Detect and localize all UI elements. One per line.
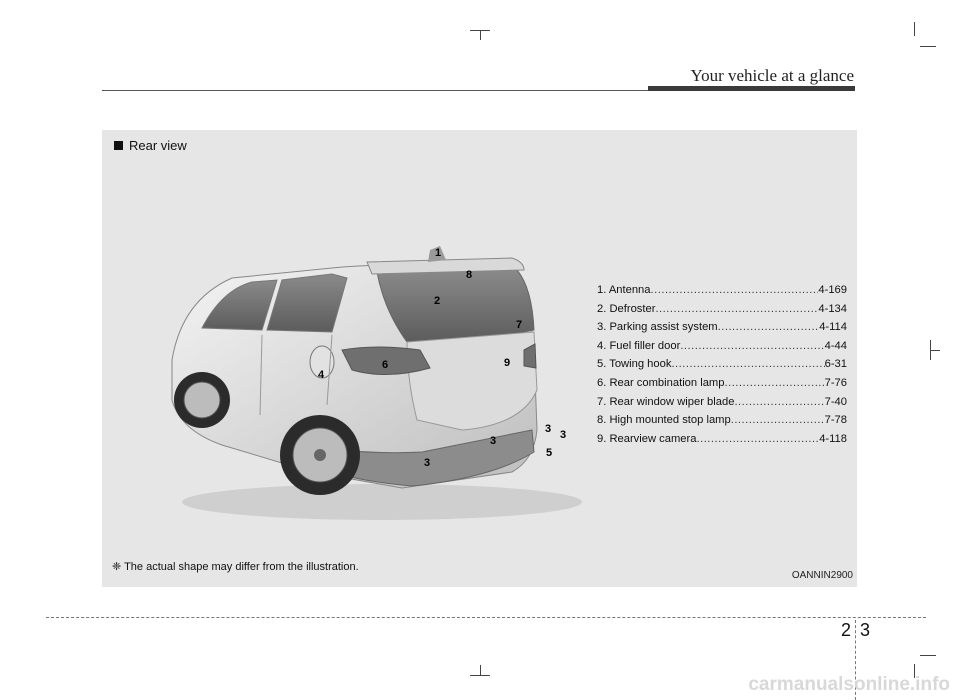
legend-item: 9. Rearview camera ..... 4-118 [597,433,847,452]
callout-2: 2 [434,295,441,307]
page-header-title: Your vehicle at a glance [690,66,854,85]
callout-7: 7 [516,319,523,331]
rear-view-car-illustration [162,240,582,540]
legend-item: 4. Fuel filler door ..... 4-44 [597,340,847,359]
crop-mark-bottom-center-h [470,675,490,676]
callout-1: 1 [435,247,442,259]
legend-item: 7. Rear window wiper blade ..... 7-40 [597,396,847,415]
crop-mark-right-middle-h [930,350,940,351]
crop-mark-top-center-v [480,30,481,40]
chapter-number: 2 [841,620,852,640]
crop-mark-bottom-right-h [920,655,936,656]
callout-4: 4 [318,369,325,381]
callout-3c: 3 [560,429,567,441]
callout-8: 8 [466,269,473,281]
illustration-disclaimer: ❈ The actual shape may differ from the illustration. [112,561,359,573]
crop-mark-top-right-v [914,22,915,36]
legend-item: 6. Rear combination lamp ..... 7-76 [597,377,847,396]
parts-legend [597,284,847,451]
callout-3d: 3 [424,457,431,469]
callout-5: 5 [546,447,553,459]
legend-item: 2. Defroster ..... 4-134 [597,303,847,322]
square-bullet-icon [114,141,123,150]
legend-item: 3. Parking assist system ..... 4-114 [597,321,847,340]
illustration-panel [102,130,857,587]
callout-9: 9 [504,357,511,369]
crop-mark-bottom-center-v [480,665,481,675]
section-heading-text: Rear view [129,138,187,153]
callout-3a: 3 [490,435,497,447]
crop-mark-top-right-h [920,46,936,47]
watermark: carmanualsonline.info [748,674,950,695]
page-number: 3 [860,620,871,640]
footer-dashed-rule [46,617,926,618]
legend-item: 1. Antenna ..... 4-169 [597,284,847,303]
callout-3b: 3 [545,423,552,435]
image-code: OANNIN2900 [791,570,853,581]
header-rule [102,90,648,91]
callout-6: 6 [382,359,389,371]
legend-item: 8. High mounted stop lamp ..... 7-78 [597,414,847,433]
section-heading [114,138,187,153]
header-rule-accent [648,86,855,91]
legend-item: 5. Towing hook ..... 6-31 [597,358,847,377]
